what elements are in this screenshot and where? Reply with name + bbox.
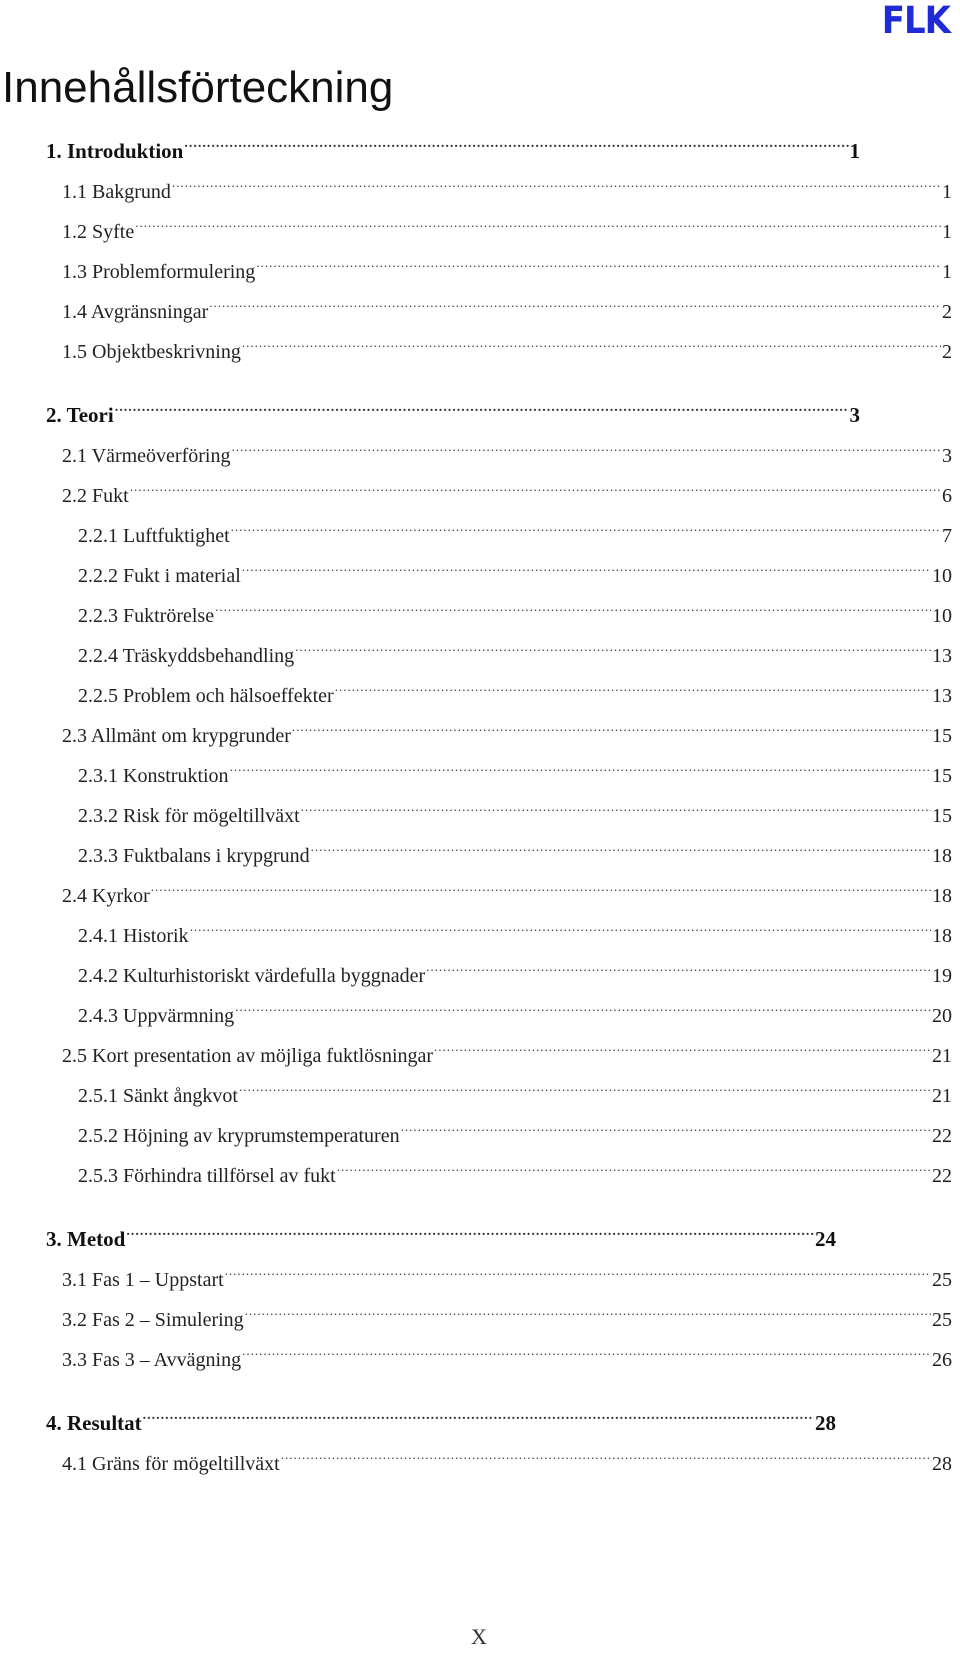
toc-entry-label: 2.4.1 Historik (78, 925, 189, 947)
toc-entry[interactable] (78, 1078, 952, 1108)
toc-entry-page: 25 (932, 1309, 952, 1331)
toc-entry-label: 1.4 Avgränsningar (62, 301, 209, 323)
toc-entry[interactable] (78, 798, 952, 828)
toc-entry-page: 19 (932, 965, 952, 987)
toc-entry-label: 2.2 Fukt (62, 485, 129, 507)
toc-section-entry[interactable] (46, 134, 860, 163)
toc-leader-dots (126, 1222, 814, 1246)
toc-entry[interactable] (78, 638, 952, 668)
toc-entry-label: 3.1 Fas 1 – Uppstart (62, 1269, 224, 1291)
toc-entry-page: 24 (815, 1227, 836, 1251)
toc-entry-page: 13 (932, 685, 952, 707)
toc-entry[interactable] (62, 1342, 952, 1372)
toc-entry-page: 2 (942, 301, 952, 323)
toc-entry-page: 1 (849, 139, 860, 163)
toc-leader-dots (242, 558, 931, 582)
toc-section-entry[interactable] (46, 1222, 836, 1251)
toc-entry-label: 1.5 Objektbeskrivning (62, 341, 241, 363)
toc-entry-label: 2.2.3 Fuktrörelse (78, 605, 215, 627)
toc-leader-dots (292, 718, 931, 742)
toc-leader-dots (151, 878, 931, 902)
toc-entry[interactable] (62, 174, 952, 204)
toc-entry[interactable] (62, 1038, 952, 1068)
toc-entry-label: 3.3 Fas 3 – Avvägning (62, 1349, 242, 1371)
toc-entry-label: 3.2 Fas 2 – Simulering (62, 1309, 244, 1331)
toc-entry-label: 2.4.3 Uppvärmning (78, 1005, 235, 1027)
toc-leader-dots (401, 1118, 931, 1142)
toc-entry-label: 4. Resultat (46, 1411, 142, 1435)
toc-entry[interactable] (62, 294, 952, 324)
toc-leader-dots (245, 1302, 931, 1326)
toc-entry-label: 2.2.5 Problem och hälsoeffekter (78, 685, 334, 707)
toc-entry-label: 2.4.2 Kulturhistoriskt värdefulla byggnader (78, 965, 426, 987)
toc-entry-label: 1.3 Problemformulering (62, 261, 256, 283)
toc-entry-page: 18 (932, 925, 952, 947)
toc-entry[interactable] (78, 1158, 952, 1188)
toc-section-entry[interactable] (46, 1406, 836, 1435)
toc-leader-dots (335, 678, 931, 702)
toc-entry-label: 2.5 Kort presentation av möjliga fuktlösningar (62, 1045, 434, 1067)
toc-entry[interactable] (62, 878, 952, 908)
toc-entry[interactable] (62, 478, 952, 508)
toc-entry-page: 28 (815, 1411, 836, 1435)
toc-entry-page: 15 (932, 725, 952, 747)
page-number-footer: X (471, 1624, 489, 1649)
toc-entry[interactable] (62, 718, 952, 748)
toc-entry[interactable] (62, 254, 952, 284)
toc-entry-label: 2. Teori (46, 403, 114, 427)
toc-leader-dots (242, 334, 941, 358)
toc-leader-dots (225, 1262, 931, 1286)
toc-entry-page: 28 (932, 1453, 952, 1475)
toc-leader-dots (135, 214, 941, 238)
toc-entry-page: 13 (932, 645, 952, 667)
toc-entry-label: 2.2.1 Luftfuktighet (78, 525, 230, 547)
toc-entry[interactable] (78, 678, 952, 708)
toc-entry-page: 25 (932, 1269, 952, 1291)
toc-entry-label: 4.1 Gräns för mögeltillväxt (62, 1453, 280, 1475)
toc-entry-page: 3 (942, 445, 952, 467)
page-title: Innehållsförteckning (2, 63, 394, 112)
toc-entry[interactable] (78, 998, 952, 1028)
toc-entry-page: 15 (932, 805, 952, 827)
toc-entry-label: 2.5.1 Sänkt ångkvot (78, 1085, 238, 1107)
toc-leader-dots (235, 998, 931, 1022)
toc-entry-page: 22 (932, 1165, 952, 1187)
toc-entry-page: 1 (942, 261, 952, 283)
toc-entry-page: 1 (942, 221, 952, 243)
toc-entry-label: 1.1 Bakgrund (62, 181, 171, 203)
toc-leader-dots (172, 174, 941, 198)
toc-entry-label: 2.5.3 Förhindra tillförsel av fukt (78, 1165, 336, 1187)
toc-leader-dots (434, 1038, 931, 1062)
toc-leader-dots (242, 1342, 931, 1366)
toc-entry[interactable] (78, 558, 952, 588)
toc-leader-dots (184, 134, 848, 158)
toc-entry-page: 18 (932, 845, 952, 867)
toc-entry-page: 21 (932, 1045, 952, 1067)
toc-entry-page: 6 (942, 485, 952, 507)
toc-leader-dots (231, 438, 941, 462)
toc-entry-label: 2.3 Allmänt om krypgrunder (62, 725, 291, 747)
toc-entry-label: 2.2.4 Träskyddsbehandling (78, 645, 295, 667)
toc-entry[interactable] (62, 1262, 952, 1292)
toc-entry-label: 2.1 Värmeöverföring (62, 445, 231, 467)
toc-leader-dots (281, 1446, 931, 1470)
toc-entry-page: 10 (932, 605, 952, 627)
flk-logo: FLK (881, 0, 950, 43)
toc-entry-page: 20 (932, 1005, 952, 1027)
toc-entry-page: 1 (942, 181, 952, 203)
toc-entry-page: 18 (932, 885, 952, 907)
toc-entry[interactable] (78, 838, 952, 868)
toc-entry[interactable] (62, 1446, 952, 1476)
toc-entry-label: 2.3.3 Fuktbalans i krypgrund (78, 845, 310, 867)
toc-entry[interactable] (78, 958, 952, 988)
toc-entry-label: 2.3.2 Risk för mögeltillväxt (78, 805, 300, 827)
toc-leader-dots (337, 1158, 931, 1182)
toc-leader-dots (209, 294, 941, 318)
toc-entry[interactable] (78, 1118, 952, 1148)
toc-leader-dots (215, 598, 931, 622)
toc-entry-page: 26 (932, 1349, 952, 1371)
toc-entry-label: 3. Metod (46, 1227, 126, 1251)
toc-entry-label: 2.4 Kyrkor (62, 885, 150, 907)
toc-entry-label: 2.2.2 Fukt i material (78, 565, 241, 587)
toc-leader-dots (295, 638, 931, 662)
toc-entry[interactable] (62, 438, 952, 468)
toc-entry[interactable] (62, 1302, 952, 1332)
toc-leader-dots (230, 758, 931, 782)
toc-leader-dots (115, 398, 849, 422)
toc-entry[interactable] (78, 918, 952, 948)
toc-leader-dots (311, 838, 931, 862)
toc-leader-dots (256, 254, 941, 278)
toc-entry-page: 21 (932, 1085, 952, 1107)
toc-entry[interactable] (78, 598, 952, 628)
toc-entry-page: 7 (942, 525, 952, 547)
toc-leader-dots (231, 518, 941, 542)
toc-leader-dots (239, 1078, 931, 1102)
toc-entry-page: 15 (932, 765, 952, 787)
toc-leader-dots (301, 798, 931, 822)
toc-leader-dots (130, 478, 941, 502)
toc-entry[interactable] (62, 334, 952, 364)
toc-section-entry[interactable] (46, 398, 860, 427)
toc-entry-label: 1. Introduktion (46, 139, 184, 163)
toc-entry-page: 10 (932, 565, 952, 587)
toc-leader-dots (426, 958, 931, 982)
toc-entry-page: 22 (932, 1125, 952, 1147)
toc-entry[interactable] (78, 758, 952, 788)
toc-leader-dots (143, 1406, 814, 1430)
toc-entry[interactable] (78, 518, 952, 548)
toc-entry-label: 1.2 Syfte (62, 221, 135, 243)
toc-entry[interactable] (62, 214, 952, 244)
toc-entry-label: 2.5.2 Höjning av kryprumstemperaturen (78, 1125, 400, 1147)
toc-entry-page: 2 (942, 341, 952, 363)
toc-entry-page: 3 (849, 403, 860, 427)
toc-entry-label: 2.3.1 Konstruktion (78, 765, 229, 787)
toc-leader-dots (190, 918, 931, 942)
